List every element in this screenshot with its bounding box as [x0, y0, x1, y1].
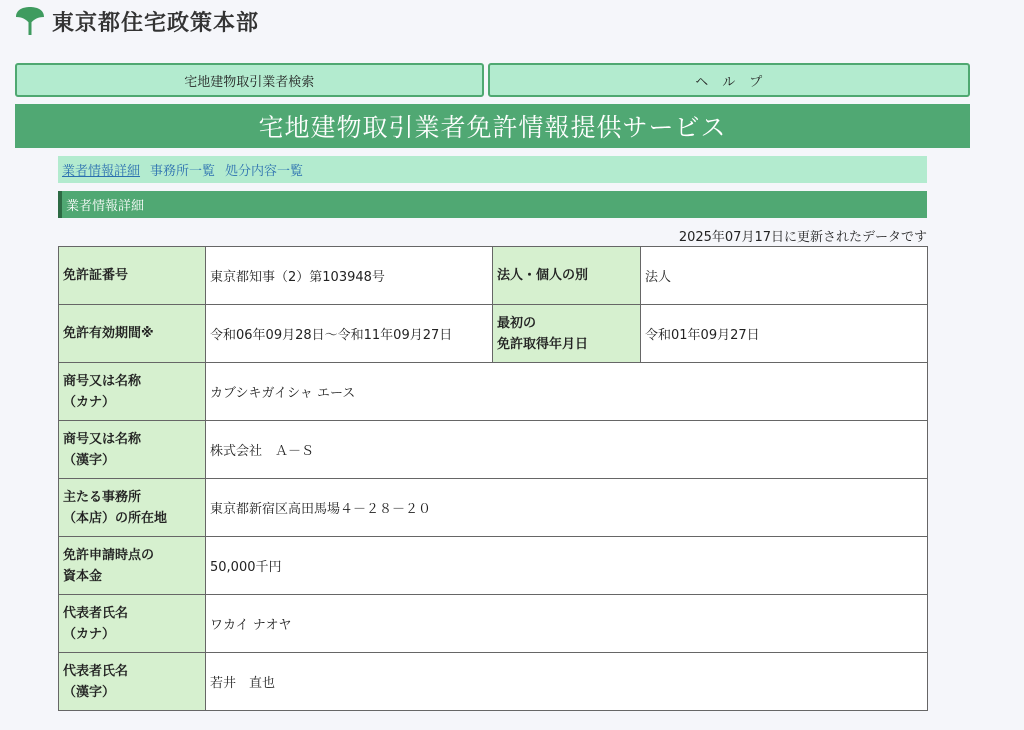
subnav-disposition-list[interactable]: 処分内容一覧: [225, 164, 304, 179]
main-nav: [15, 63, 970, 97]
rep-kana-label-line2: （カナ）: [63, 626, 116, 642]
entity-type-label: 法人・個人の別: [493, 247, 641, 305]
head-office-label: [59, 479, 206, 537]
head-office-label-line1: 主たる事務所: [63, 489, 142, 505]
rep-kana-value: ワカイ ナオヤ: [206, 595, 928, 653]
rep-kanji-value: 若井 直也: [206, 653, 928, 711]
first-license-label-line1: 最初の: [497, 315, 537, 331]
name-kanji-label-line2: （漢字）: [63, 452, 116, 468]
capital-value: 50,000千円: [206, 537, 928, 595]
help-button[interactable]: ヘルプ: [488, 63, 971, 97]
name-kanji-label-line1: 商号又は名称: [63, 431, 142, 447]
head-office-label-line2: （本店）の所在地: [63, 510, 168, 526]
capital-label-line2: 資本金: [63, 568, 103, 584]
ginkgo-leaf-icon: [14, 5, 46, 37]
rep-kana-label-line1: 代表者氏名: [63, 605, 129, 621]
name-kanji-label: [59, 421, 206, 479]
capital-label-line1: 免許申請時点の: [63, 547, 155, 563]
validity-label: 免許有効期間※: [59, 305, 206, 363]
first-license-label: [493, 305, 641, 363]
site-title[interactable]: 東京都住宅政策本部: [52, 10, 260, 36]
section-title: 業者情報詳細: [58, 191, 927, 218]
rep-kanji-label-line1: 代表者氏名: [63, 663, 129, 679]
subnav-office-list[interactable]: 事務所一覧: [150, 164, 216, 179]
subnav-dealer-details[interactable]: 業者情報詳細: [62, 164, 141, 179]
table-row: [59, 479, 928, 537]
table-row: [59, 595, 928, 653]
service-banner: 宅地建物取引業者免許情報提供サービス: [15, 104, 970, 148]
license-no-label: 免許証番号: [59, 247, 206, 305]
name-kana-label-line1: 商号又は名称: [63, 373, 142, 389]
updated-date-text: 2025年07月17日に更新されたデータです: [678, 230, 927, 245]
table-row: [59, 305, 928, 363]
rep-kanji-label-line2: （漢字）: [63, 684, 116, 700]
dealer-details-table: [58, 246, 928, 711]
table-row: [59, 247, 928, 305]
validity-value: 令和06年09月28日～令和11年09月27日: [206, 305, 493, 363]
table-row: [59, 653, 928, 711]
name-kana-value: カブシキガイシャ エース: [206, 363, 928, 421]
sub-nav: [58, 156, 927, 183]
head-office-value: 東京都新宿区高田馬場４－２８－２０: [206, 479, 928, 537]
table-row: [59, 537, 928, 595]
license-no-value: 東京都知事（2）第103948号: [206, 247, 493, 305]
table-row: [59, 421, 928, 479]
table-row: [59, 363, 928, 421]
dealer-search-button[interactable]: 宅地建物取引業者検索: [15, 63, 484, 97]
first-license-value: 令和01年09月27日: [641, 305, 928, 363]
name-kana-label-line2: （カナ）: [63, 394, 116, 410]
capital-label: [59, 537, 206, 595]
rep-kana-label: [59, 595, 206, 653]
rep-kanji-label: [59, 653, 206, 711]
name-kana-label: [59, 363, 206, 421]
name-kanji-value: 株式会社 Ａ－Ｓ: [206, 421, 928, 479]
first-license-label-line2: 免許取得年月日: [497, 336, 589, 352]
entity-type-value: 法人: [641, 247, 928, 305]
site-header: [14, 4, 259, 38]
